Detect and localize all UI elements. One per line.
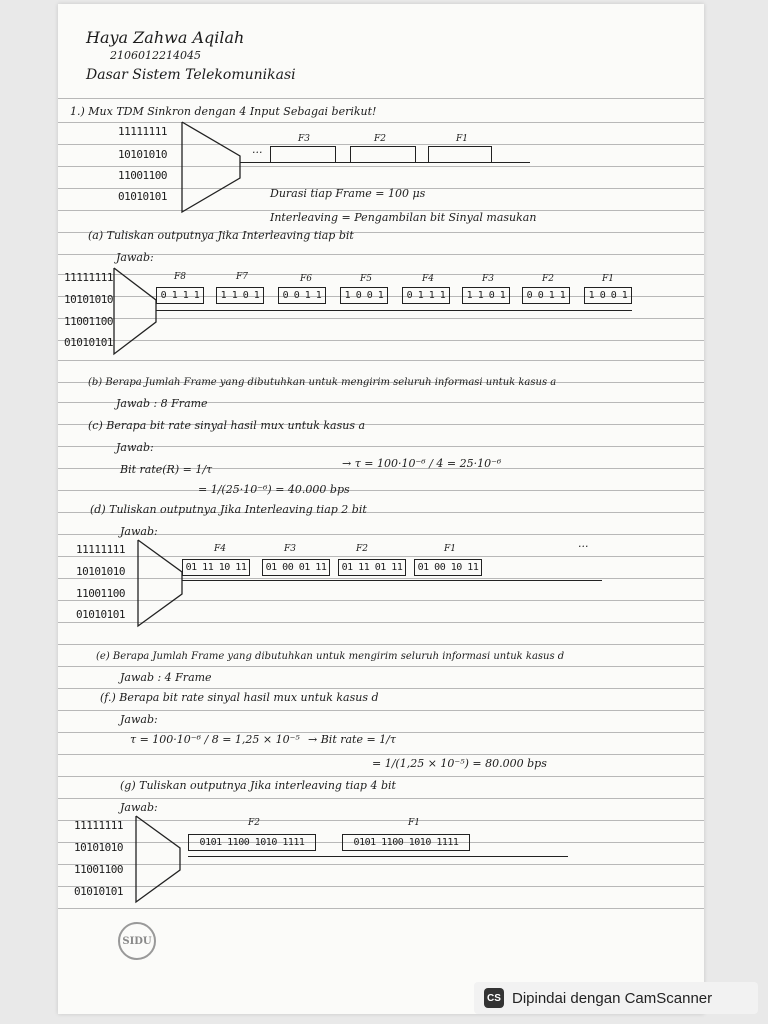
qa-frame-7: 1 1 0 1 — [216, 287, 264, 304]
qg-frame-label-1: F1 — [408, 818, 420, 828]
q1-input-4: 01010101 — [118, 190, 167, 203]
qd-frame-4: 01 11 10 11 — [182, 559, 250, 576]
q1-dots: ... — [252, 143, 263, 156]
qd-frame-label-4: F4 — [214, 544, 226, 554]
qa-mux-symbol — [112, 266, 172, 358]
qa-frame-3: 1 1 0 1 — [462, 287, 510, 304]
qd-frame-1: 01 00 10 11 — [414, 559, 482, 576]
qf-bitrate-result: = 1/(1,25 × 10⁻⁵) = 80.000 bps — [372, 757, 547, 770]
qd-frame-label-1: F1 — [444, 544, 456, 554]
qg-frame-1: 0101 1100 1010 1111 — [342, 834, 470, 851]
q1-mux-symbol — [180, 120, 260, 216]
qc-prompt: (c) Berapa bit rate sinyal hasil mux untuk kasus a — [88, 419, 366, 432]
qa-prompt: (a) Tuliskan outputnya Jika Interleaving tiap bit — [88, 229, 354, 242]
qd-frame-2: 01 11 01 11 — [338, 559, 406, 576]
qa-frame-label-7: F7 — [236, 272, 248, 282]
qa-input-4: 01010101 — [64, 336, 113, 349]
q1-frame-box-2 — [350, 146, 416, 163]
qg-input-1: 11111111 — [74, 819, 123, 832]
qf-bitrate-formula: → Bit rate = 1/τ — [308, 733, 396, 746]
notebook-page — [58, 4, 704, 1014]
qa-input-3: 11001100 — [64, 315, 113, 328]
qe-answer: Jawab : 4 Frame — [120, 671, 212, 684]
q1-input-3: 11001100 — [118, 169, 167, 182]
q1-input-2: 10101010 — [118, 148, 167, 161]
qd-mux-symbol — [136, 538, 198, 630]
q1-frame-box-1 — [428, 146, 492, 163]
qf-tau-calc: τ = 100·10⁻⁶ / 8 = 1,25 × 10⁻⁵ — [130, 733, 300, 746]
qd-output-line — [182, 580, 602, 581]
qa-input-1: 11111111 — [64, 271, 113, 284]
q1-frame-label-1: F1 — [456, 134, 468, 144]
q1-output-line — [240, 162, 530, 163]
qa-frame-4: 0 1 1 1 — [402, 287, 450, 304]
qd-input-1: 11111111 — [76, 543, 125, 556]
q1-note-interleaving: Interleaving = Pengambilan bit Sinyal masukan — [270, 211, 537, 224]
qa-frame-label-6: F6 — [300, 274, 312, 284]
qd-frame-3: 01 00 01 11 — [262, 559, 330, 576]
qf-prompt: (f.) Berapa bit rate sinyal hasil mux untuk kasus d — [100, 691, 379, 704]
student-id: 2106012214045 — [110, 49, 201, 62]
q1-note-frame-duration: Durasi tiap Frame = 100 μs — [270, 187, 426, 200]
qc-bitrate-result: = 1/(25·10⁻⁶) = 40.000 bps — [198, 483, 350, 496]
qa-frame-label-2: F2 — [542, 274, 554, 284]
qd-dots: ... — [578, 537, 589, 550]
qd-answer-label: Jawab: — [120, 525, 158, 538]
qa-frame-8: 0 1 1 1 — [156, 287, 204, 304]
camscanner-watermark-text: Dipindai dengan CamScanner — [512, 989, 713, 1007]
qc-answer-label: Jawab: — [116, 441, 154, 454]
qa-frame-label-8: F8 — [174, 272, 186, 282]
qg-frame-2: 0101 1100 1010 1111 — [188, 834, 316, 851]
qf-answer-label: Jawab: — [120, 713, 158, 726]
qa-frame-label-4: F4 — [422, 274, 434, 284]
qc-tau-calc: → τ = 100·10⁻⁶ / 4 = 25·10⁻⁶ — [342, 457, 502, 470]
qd-frame-label-2: F2 — [356, 544, 368, 554]
q1-frame-box-3 — [270, 146, 336, 163]
course-title: Dasar Sistem Telekomunikasi — [86, 67, 296, 83]
qg-input-2: 10101010 — [74, 841, 123, 854]
qa-frame-5: 1 0 0 1 — [340, 287, 388, 304]
qg-mux-symbol — [134, 814, 196, 906]
qa-output-line — [156, 310, 632, 311]
qg-input-4: 01010101 — [74, 885, 123, 898]
qa-frame-1: 1 0 0 1 — [584, 287, 632, 304]
student-name: Haya Zahwa Aqilah — [86, 28, 245, 47]
qb-answer: Jawab : 8 Frame — [116, 397, 208, 410]
qd-frame-label-3: F3 — [284, 544, 296, 554]
q1-prompt: 1.) Mux TDM Sinkron dengan 4 Input Sebagai berikut! — [70, 105, 377, 118]
qd-input-3: 11001100 — [76, 587, 125, 600]
qa-frame-6: 0 0 1 1 — [278, 287, 326, 304]
qg-output-line — [188, 856, 568, 857]
qg-answer-label: Jawab: — [120, 801, 158, 814]
camscanner-logo-icon: CS — [484, 988, 504, 1008]
q1-input-1: 11111111 — [118, 125, 167, 138]
q1-frame-label-3: F3 — [298, 134, 310, 144]
qg-input-3: 11001100 — [74, 863, 123, 876]
qa-input-2: 10101010 — [64, 293, 113, 306]
qa-frame-label-3: F3 — [482, 274, 494, 284]
notebook-brand-logo: SIDU — [118, 922, 156, 960]
qa-frame-label-5: F5 — [360, 274, 372, 284]
camscanner-watermark — [474, 982, 758, 1014]
qa-answer-label: Jawab: — [116, 251, 154, 264]
qd-input-2: 10101010 — [76, 565, 125, 578]
qb-prompt: (b) Berapa Jumlah Frame yang dibutuhkan untuk mengirim seluruh informasi untuk kasus a — [88, 377, 557, 388]
qd-prompt: (d) Tuliskan outputnya Jika Interleaving tiap 2 bit — [90, 503, 367, 516]
qe-prompt: (e) Berapa Jumlah Frame yang dibutuhkan untuk mengirim seluruh informasi untuk kasus d — [96, 651, 565, 662]
q1-frame-label-2: F2 — [374, 134, 386, 144]
qc-bitrate-formula: Bit rate(R) = 1/τ — [120, 463, 213, 476]
qa-frame-label-1: F1 — [602, 274, 614, 284]
qa-frame-2: 0 0 1 1 — [522, 287, 570, 304]
qd-input-4: 01010101 — [76, 608, 125, 621]
qg-frame-label-2: F2 — [248, 818, 260, 828]
qg-prompt: (g) Tuliskan outputnya Jika interleaving tiap 4 bit — [120, 779, 396, 792]
